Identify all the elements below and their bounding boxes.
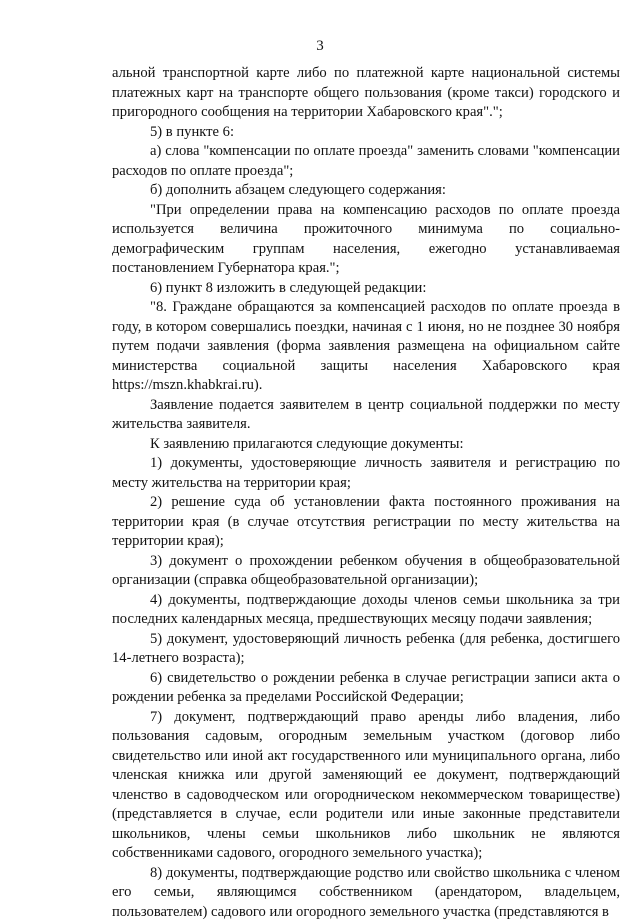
paragraph: 8) документы, подтверждающие родство или свойство школьника с членом его семьи, являющимся собственником (арендатором, владельцем, пользователем) садового или огородного земельного участка (представляются в [112,864,620,922]
paragraph: а) слова "компенсации по оплате проезда" заменить словами "компенсации расходов по оплате проезда"; [112,142,620,181]
paragraph: К заявлению прилагаются следующие документы: [112,435,620,455]
paragraph: 3) документ о прохождении ребенком обучения в общеобразовательной организации (справка общеобразовательной организации); [112,552,620,591]
paragraph: 5) документ, удостоверяющий личность ребенка (для ребенка, достигшего 14-летнего возраста); [112,630,620,669]
paragraph: 1) документы, удостоверяющие личность заявителя и регистрацию по месту жительства на территории края; [112,454,620,493]
paragraph: 2) решение суда об установлении факта постоянного проживания на территории края (в случае отсутствия регистрации по месту жительства на территории края); [112,493,620,552]
paragraph: 4) документы, подтверждающие доходы членов семьи школьника за три последних календарных месяца, предшествующих месяцу подачи заявления; [112,591,620,630]
paragraph: Заявление подается заявителем в центр социальной поддержки по месту жительства заявителя. [112,396,620,435]
paragraph: 6) пункт 8 изложить в следующей редакции: [112,279,620,299]
paragraph: альной транспортной карте либо по платежной карте национальной системы платежных карт на транспорте общего пользования (кроме такси) городского и пригородного сообщения на территории Хабаровского края"."; [112,64,620,123]
page-number: 3 [0,38,640,54]
paragraph: "При определении права на компенсацию расходов по оплате проезда используется величина прожиточного минимума по социально-демографическим группам населения, ежегодно устанавливаемая постановлением Губернатора края."; [112,201,620,279]
paragraph: "8. Граждане обращаются за компенсацией расходов по оплате проезда в году, в котором совершались поездки, начиная с 1 июня, но не позднее 30 ноября путем подачи заявления (форма заявления размещена на официальном сайте министерства социальной защиты населения Хабаровского края https://mszn.khabkrai.ru). [112,298,620,396]
document-body [112,64,620,922]
paragraph: б) дополнить абзацем следующего содержания: [112,181,620,201]
paragraph: 6) свидетельство о рождении ребенка в случае регистрации записи акта о рождении ребенка за пределами Российской Федерации; [112,669,620,708]
paragraph: 5) в пункте 6: [112,123,620,143]
paragraph: 7) документ, подтверждающий право аренды либо владения, либо пользования садовым, огородным земельным участком (договор либо свидетельство или иной акт государственного или муниципального органа, либо членская книжка или другой заменяющий ее документ, подтверждающий членство в садоводческом или огородническом некоммерческом товариществе) (представляется в случае, если родители или иные законные представители школьников, члены семьи школьников либо школьник не являются собственниками садового, огородного земельного участка); [112,708,620,864]
